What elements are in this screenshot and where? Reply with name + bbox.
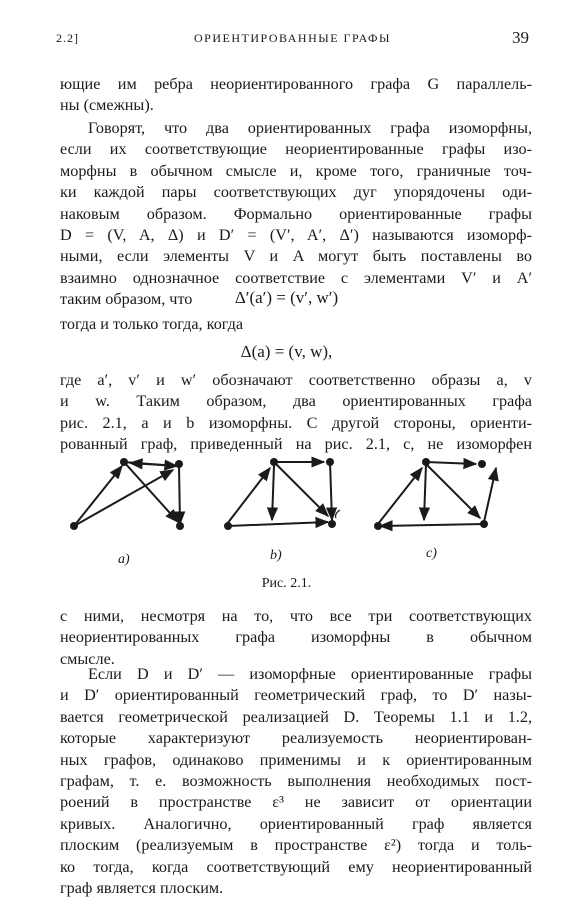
text-line: граф является плоским. bbox=[60, 878, 224, 897]
text-line: неориентированных графа изоморфны в обычном bbox=[60, 628, 532, 647]
text-line: ко тогда, когда соответствующий ему неориентированный bbox=[60, 857, 532, 876]
graph-a bbox=[74, 462, 180, 526]
paragraph-3 bbox=[60, 314, 532, 335]
section-number: 2.2] bbox=[56, 31, 79, 45]
text-line: плоским (реализуемым в пространстве ε²) тогда и толь- bbox=[60, 836, 532, 855]
vertex bbox=[224, 522, 232, 530]
text-line: с ними, несмотря на то, что все три соответствующих bbox=[60, 607, 532, 625]
text-line: роений в пространстве ε³ не зависит от ориентации bbox=[60, 793, 532, 812]
vertex bbox=[480, 520, 488, 528]
text-line: тогда и только тогда, когда bbox=[60, 315, 244, 333]
formula-1: Δ′(a′) = (v′, w′) bbox=[234, 288, 339, 307]
vertex bbox=[270, 458, 278, 466]
arc bbox=[484, 468, 496, 522]
paragraph-4 bbox=[60, 370, 532, 456]
vertex bbox=[176, 522, 184, 530]
figure-label-c: c) bbox=[426, 546, 437, 561]
text-line: наковым образом. Формально ориентированные графы bbox=[60, 204, 532, 223]
text-line: таким образом, что bbox=[60, 290, 193, 309]
text-line: ных графов, одинаково применимы и к ориентированным bbox=[60, 750, 532, 769]
arc bbox=[227, 468, 270, 524]
arc bbox=[74, 466, 122, 526]
paragraph-6 bbox=[60, 664, 532, 899]
graph-b bbox=[227, 462, 340, 526]
running-title: ОРИЕНТИРОВАННЫЕ ГРАФЫ bbox=[194, 31, 391, 45]
text-line: Говорят, что два ориентированных графа изоморфны, bbox=[88, 119, 532, 137]
vertex bbox=[478, 460, 486, 468]
arc bbox=[426, 462, 476, 464]
text-line: ки каждой пары соответствующих дуг упорядочены оди- bbox=[60, 183, 532, 202]
text-line: D = (V, A, Δ) и D′ = (V′, A′, Δ′) называются изоморф- bbox=[60, 225, 532, 244]
text-line: ны (смежны). bbox=[60, 96, 154, 115]
vertex bbox=[422, 458, 430, 466]
vertex bbox=[120, 458, 128, 466]
figure-label-a: a) bbox=[118, 552, 130, 567]
arc bbox=[179, 466, 180, 524]
text-line: ющие им ребра неориентированного графа G параллель- bbox=[60, 75, 532, 93]
text-line: Если D и D′ — изоморфные ориентированные графы bbox=[88, 665, 532, 683]
arc bbox=[272, 466, 274, 520]
page-number: 39 bbox=[512, 28, 529, 47]
arc bbox=[426, 464, 480, 518]
text-line: рованный граф, приведенный на рис. 2.1, c, не изоморфен bbox=[60, 435, 532, 454]
arc bbox=[330, 462, 332, 520]
arc bbox=[228, 522, 328, 526]
arc bbox=[378, 468, 422, 524]
figure-label-b: b) bbox=[270, 548, 282, 563]
formula-2: Δ(a) = (v, w), bbox=[240, 342, 333, 361]
arc bbox=[74, 470, 173, 526]
vertex bbox=[175, 460, 183, 468]
text-line: кривых. Аналогично, ориентированный граф является bbox=[60, 814, 532, 833]
text-line: и D′ ориентированный геометрический граф, то D′ назы- bbox=[60, 686, 532, 705]
text-line: если их соответствующие неориентированные графы изо- bbox=[60, 140, 532, 159]
text-line: взаимно однозначное соответствие с элементами V′ и A′ bbox=[60, 268, 532, 287]
running-header bbox=[56, 28, 529, 50]
paragraph-2 bbox=[60, 118, 532, 311]
graph-drawings bbox=[60, 452, 532, 592]
figure-caption: Рис. 2.1. bbox=[261, 576, 312, 591]
arc bbox=[424, 464, 426, 520]
text-line: графам, т. е. возможность выполнения необходимых пост- bbox=[60, 771, 532, 790]
figure-2-1 bbox=[60, 452, 532, 592]
text-line: вается геометрической реализацией D. Теоремы 1.1 и 1.2, bbox=[60, 707, 532, 726]
paragraph-5 bbox=[60, 606, 532, 670]
text-line: которые характеризуют реализуемость неориентирован- bbox=[60, 729, 532, 748]
arc bbox=[274, 462, 328, 516]
text-line: рис. 2.1, a и b изоморфны. С другой стороны, ориенти- bbox=[60, 413, 532, 432]
vertex bbox=[328, 520, 336, 528]
text-line: смысле. bbox=[60, 649, 115, 668]
text-line: ными, если элементы V и A могут быть поставлены во bbox=[60, 247, 532, 266]
paragraph-1 bbox=[60, 74, 532, 117]
text-line: где a′, v′ и w′ обозначают соответственно образы a, v bbox=[60, 371, 532, 389]
vertex bbox=[374, 522, 382, 530]
vertex bbox=[326, 458, 334, 466]
graph-c bbox=[378, 462, 496, 526]
arc bbox=[380, 524, 484, 526]
text-line: морфны в обычном смысле и, кроме того, граничные точ- bbox=[60, 161, 532, 180]
text-line: и w. Таким образом, два ориентированных графа bbox=[60, 392, 532, 411]
vertex bbox=[70, 522, 78, 530]
